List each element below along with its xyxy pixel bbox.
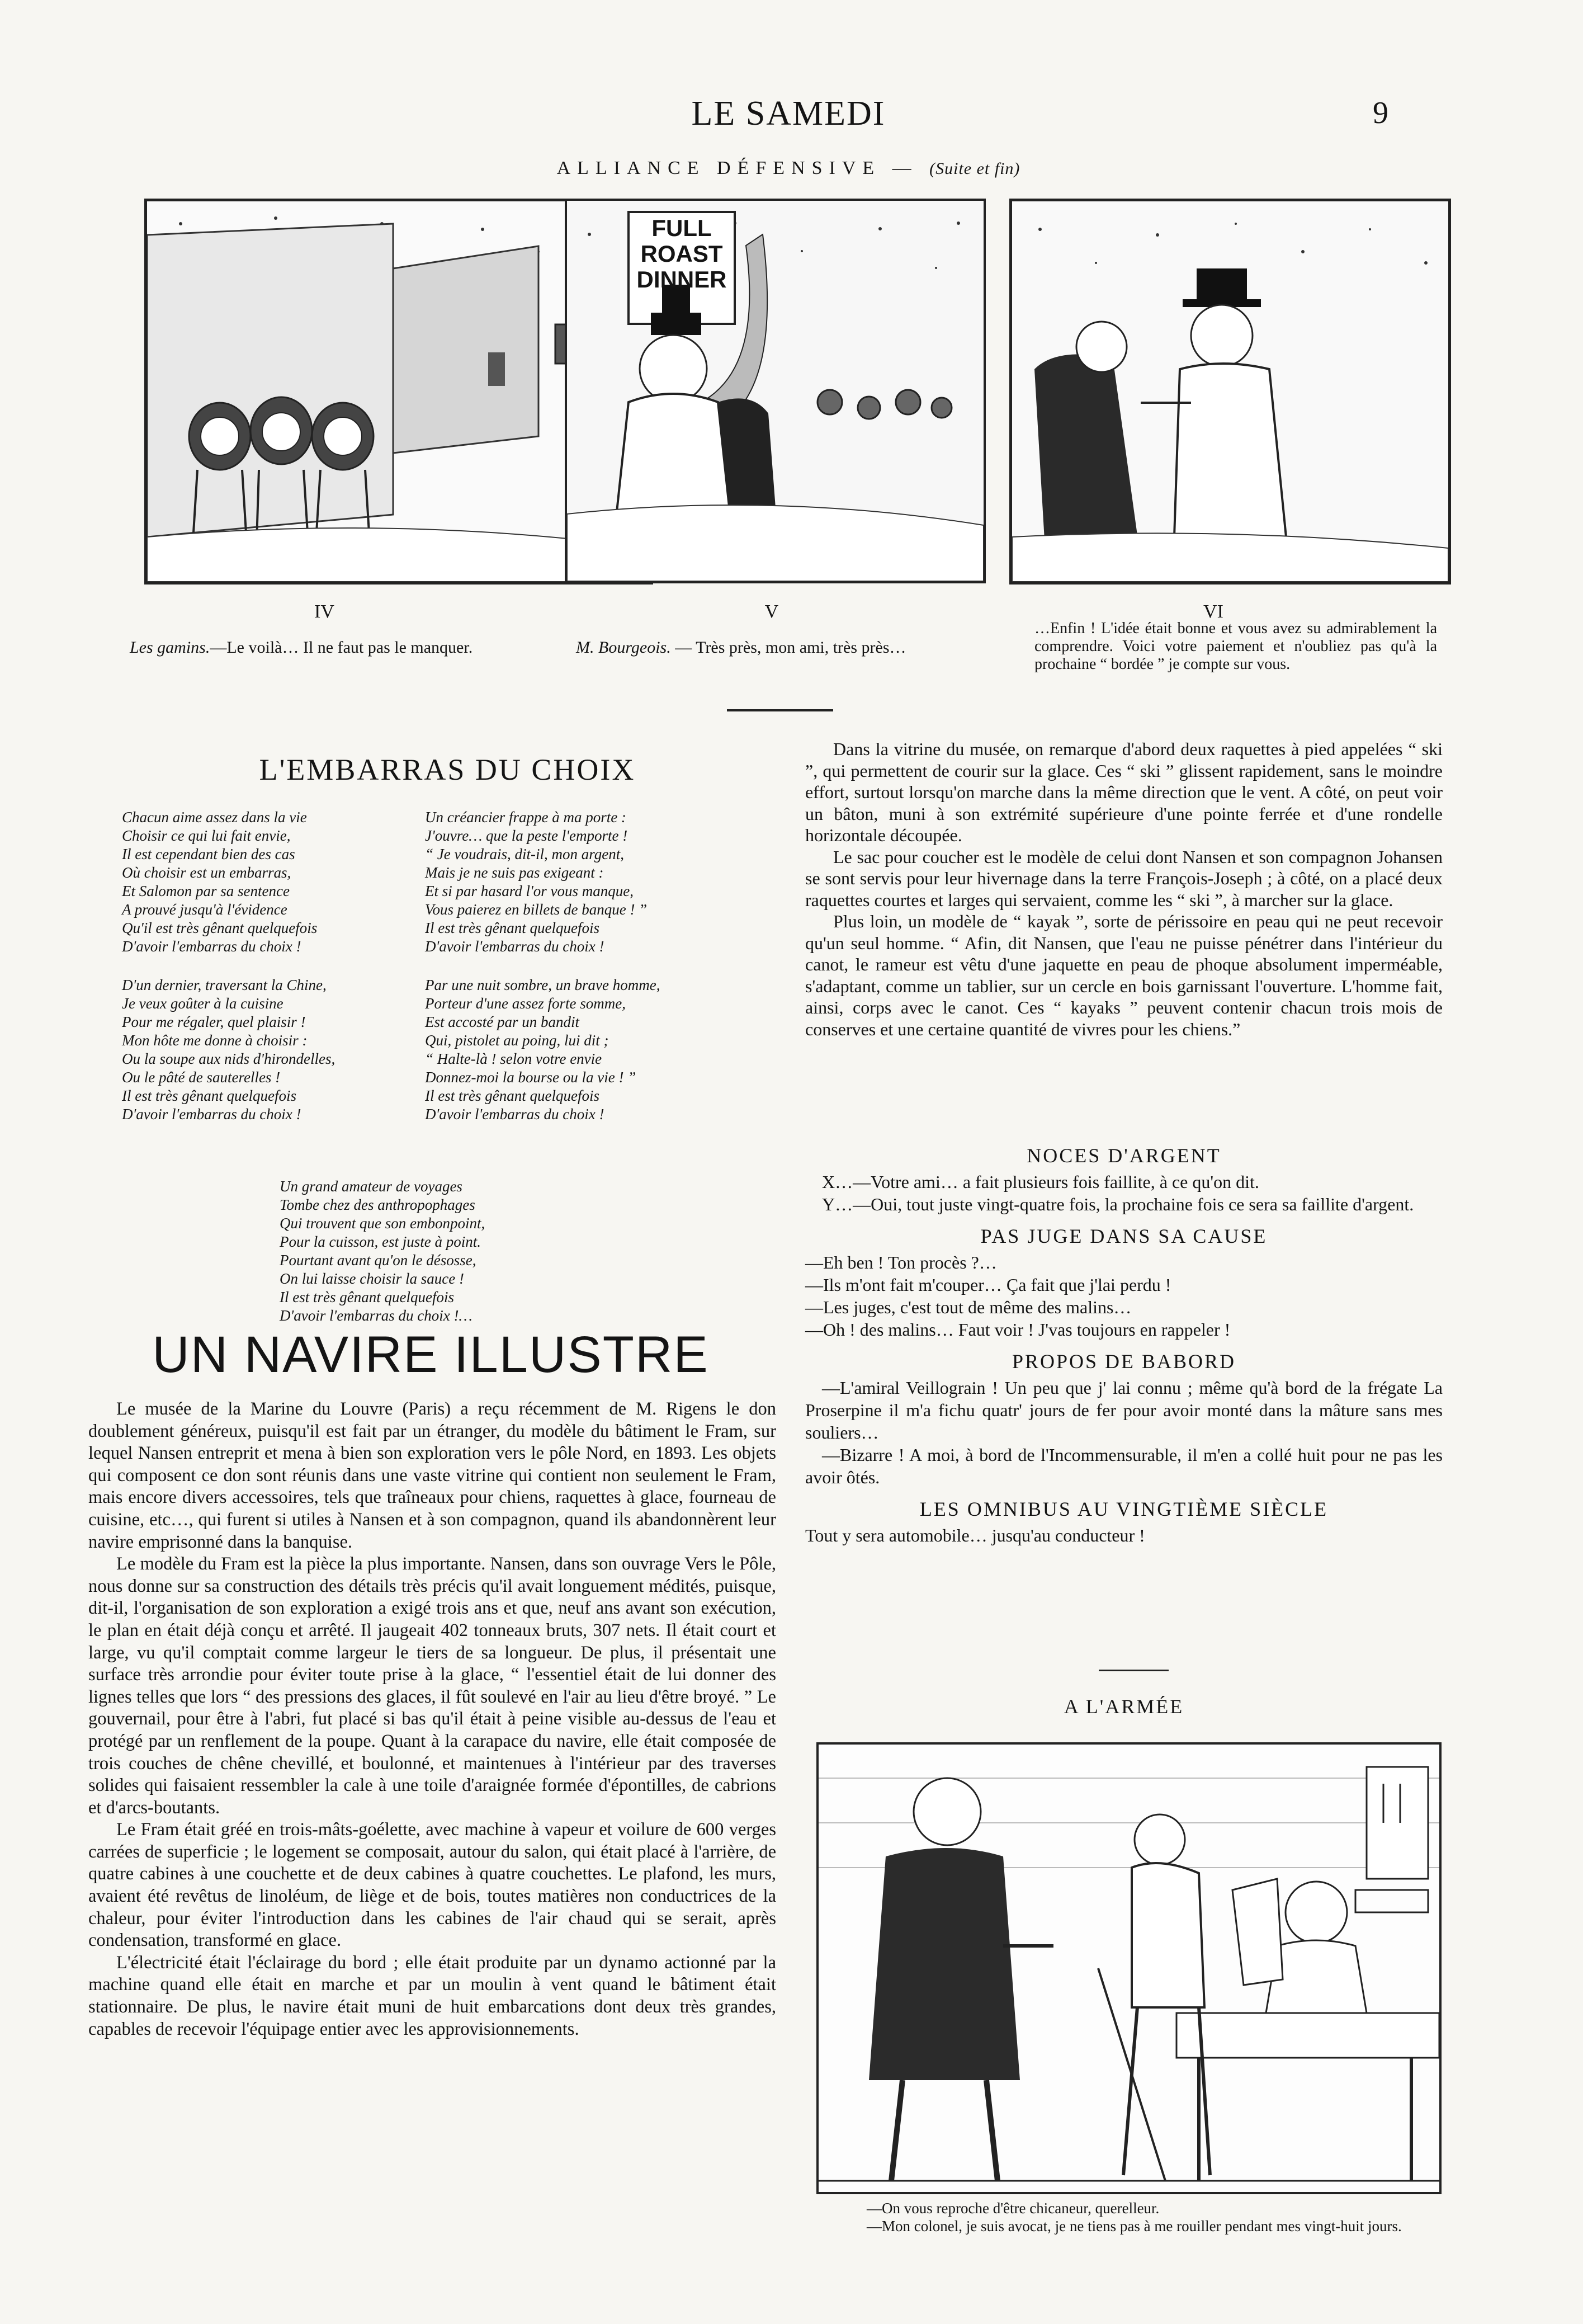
poem-stanza-3: [425, 808, 738, 956]
army-cartoon-drawing: [819, 1745, 1439, 2192]
joke-omnibus: [805, 1524, 1443, 1547]
poem-line: Qui, pistolet au poing, lui dit ;: [425, 1032, 609, 1049]
joke-line: —Ils m'ont fait m'couper… Ça fait que j'lai perdu !: [805, 1275, 1171, 1295]
poem-left-column: [122, 808, 424, 1144]
poem-line: Il est très gênant quelquefois: [122, 1087, 296, 1104]
poem-line: Mon hôte me donne à choisir :: [122, 1032, 308, 1049]
continuation-paragraph-2: Le sac pour coucher est le modèle de celui dont Nansen et son compagnon Johansen se sont servis pour leur hivernage dans la terre François-Joseph ; à côté, on a placé deux raquettes courtes et larges qui servaient, comme les “ ski ”, à marcher sur la glace.: [805, 846, 1443, 910]
poem-line: Par une nuit sombre, un brave homme,: [425, 977, 660, 993]
poem-line: Mais je ne suis pas exigeant :: [425, 864, 604, 881]
poem-line: Ou la soupe aux nids d'hirondelles,: [122, 1050, 335, 1067]
panel-iv-text: —Le voilà… Il ne faut pas le manquer.: [210, 638, 473, 657]
poem-line: Il est très gênant quelquefois: [280, 1289, 454, 1305]
panel-vi-illustration: [1012, 201, 1448, 582]
panel-v-sign: FULL ROAST DINNER: [636, 215, 727, 293]
joke-line: Tout y sera automobile… jusqu'au conducteur !: [805, 1525, 1145, 1545]
panel-vi-caption: …Enfin ! L'idée était bonne et vous avez su admirablement la comprendre. Voici votre paiement et n'oubliez pas qu'à la prochaine “ bordée ” je compte sur vous.: [1034, 620, 1437, 673]
joke-line: —Oh ! des malins… Faut voir ! J'vas toujours en rappeler !: [805, 1319, 1231, 1340]
joke-juge: [805, 1251, 1443, 1341]
panel-v-speaker: M. Bourgeois.: [576, 638, 671, 657]
army-cartoon-caption: [850, 2199, 1437, 2235]
strip-title: [391, 158, 1185, 179]
poem-line: Tombe chez des anthropophages: [280, 1196, 475, 1213]
article-body: [88, 1398, 776, 2040]
poem-line: Ou le pâté de sauterelles !: [122, 1069, 281, 1086]
continuation-paragraph-1: Dans la vitrine du musée, on remarque d'abord deux raquettes à pied appelées “ ski ”, qui permettent de courir sur la glace. Ces “ ski ” glissent rapidement, sans le moindre effort, surtout lorsqu'on marche dans la même direction que le vent. A côté, on peut voir un bâton, muni à son extrémité supérieure d'une pointe ferrée et d'une rondelle horizontale découpée.: [805, 739, 1443, 845]
article-paragraph-3: Le Fram était gréé en trois-mâts-goélette, avec machine à vapeur et voilure de 600 verges carrées de superficie ; le logement se composait, autour du salon, qui était placé à l'arrière, de quatre cabines à une couchette et de deux cabines à quatre couchettes. Le plafond, les murs, avaient été revêtus de linoléum, de liège et de bois, toutes matières non conductrices de la chaleur, pour éviter l'introduction dans les cabines de l'air chaud qui se serait, après condensation, transformé en glace.: [88, 1819, 776, 1951]
joke-line: —Les juges, c'est tout de même des malins…: [805, 1297, 1132, 1317]
poem-line: D'avoir l'embarras du choix !: [425, 1106, 604, 1123]
poem-line: Et si par hasard l'or vous manque,: [425, 883, 634, 899]
poem-line: Pour la cuisson, est juste à point.: [280, 1233, 481, 1250]
poem-line: D'avoir l'embarras du choix !: [122, 1106, 301, 1123]
jokes-column: [805, 1144, 1443, 1547]
poem-line: Est accosté par un bandit: [425, 1013, 579, 1030]
poem-line: Vous paierez en billets de banque ! ”: [425, 901, 648, 918]
poem-line: “ Halte-là ! selon votre envie: [425, 1050, 602, 1067]
panel-iv-speaker: Les gamins.: [130, 638, 210, 657]
joke-line: —Eh ben ! Ton procès ?…: [805, 1252, 997, 1272]
army-caption-line-1: —On vous reproche d'être chicaneur, querelleur.: [867, 2200, 1160, 2217]
poem-line: D'avoir l'embarras du choix !…: [280, 1307, 472, 1324]
army-caption-line-2: —Mon colonel, je suis avocat, je ne tiens pas à me rouiller pendant mes vingt-huit jours.: [867, 2218, 1402, 2235]
panel-v-text: — Très près, mon ami, très près…: [670, 638, 906, 657]
joke-line: —L'amiral Veillograin ! Un peu que j' lai connu ; même qu'à bord de la frégate La Proserpine il m'a fichu quatr' jours de fer pour avoir monté dans la mâture sans mes souliers…: [805, 1378, 1443, 1443]
panel-iv-caption: [130, 638, 516, 658]
poem-line: Donnez-moi la bourse ou la vie ! ”: [425, 1069, 636, 1086]
poem-right-column: [425, 808, 738, 1144]
joke-line: X…—Votre ami… a fait plusieurs fois faillite, à ce qu'on dit.: [822, 1172, 1259, 1192]
poem-line: Il est très gênant quelquefois: [425, 1087, 599, 1104]
poem-line: Où choisir est un embarras,: [122, 864, 291, 881]
poem-line: Il est cependant bien des cas: [122, 846, 295, 862]
page-number: 9: [1373, 96, 1388, 130]
strip-title-suffix: (Suite et fin): [929, 159, 1020, 178]
poem-line: J'ouvre… que la peste l'emporte !: [425, 827, 628, 844]
newspaper-title: LE SAMEDI: [691, 95, 886, 133]
panel-v-number: V: [764, 601, 779, 622]
panel-vi-number: VI: [1203, 601, 1223, 622]
poem-stanza-4: [425, 976, 738, 1124]
poem-line: D'un dernier, traversant la Chine,: [122, 977, 327, 993]
poem-line: Un créancier frappe à ma porte :: [425, 809, 626, 826]
poem-line: Un grand amateur de voyages: [280, 1178, 462, 1195]
army-cartoon-illustration: [816, 1742, 1442, 2194]
joke-babord: [805, 1377, 1443, 1488]
section-divider: [727, 709, 833, 711]
joke-title-babord: PROPOS DE BABORD: [1012, 1350, 1236, 1373]
joke-noces: [805, 1171, 1443, 1215]
poem-line: Pour me régaler, quel plaisir !: [122, 1013, 306, 1030]
poem-line: Choisir ce qui lui fait envie,: [122, 827, 291, 844]
poem-line: Pourtant avant qu'on le désosse,: [280, 1252, 476, 1269]
section-divider: [1099, 1670, 1169, 1671]
poem-line: D'avoir l'embarras du choix !: [122, 938, 301, 955]
panel-v-caption: [576, 638, 962, 658]
joke-title-noces: NOCES D'ARGENT: [1027, 1144, 1221, 1167]
joke-title-omnibus: LES OMNIBUS AU VINGTIÈME SIÈCLE: [919, 1498, 1329, 1520]
joke-title-juge: PAS JUGE DANS SA CAUSE: [980, 1225, 1268, 1247]
article-paragraph-2: Le modèle du Fram est la pièce la plus importante. Nansen, dans son ouvrage Vers le Pôle, nous donne sur sa construction des détails très précis qu'il avait longuement médités, puisque, dit-il, l'organisation de son exploration a exigé trois ans et que, neuf ans avant son exécution, le plan en était déjà conçu et arrêté. Il jaugeait 402 tonneaux bruts, 307 nets. Il était court et large, vu qu'il comptait comme largeur le tiers de sa longueur. De plus, il présentait une surface très arrondie pour éviter toute prise à la glace, “ l'essentiel était de lui donner des lignes telles que lors “ des pressions des glaces, il fût soulevé en l'air au lieu d'être broyé. ” Le gouvernail, pour être à l'abri, fut placé si bas qu'il était à peine visible au-dessus de l'eau et protégé par un renflement de la poupe. Quant à la carapace du navire, elle était composée de trois couches de chêne chevillé, et boulonné, et maintenues à l'intérieur par des traverses solides qui faisaient ressembler la cale à une toile d'araignée formée d'épontilles, de cabrions et d'arcs-boutants.: [88, 1554, 776, 1818]
joke-line: —Bizarre ! A moi, à bord de l'Incommensurable, il m'en a collé huit pour ne pas les avoir ôtés.: [805, 1445, 1443, 1487]
poem-line: Qu'il est très gênant quelquefois: [122, 920, 318, 936]
article-paragraph-1: Le musée de la Marine du Louvre (Paris) a reçu récemment de M. Rigens le don doublement généreux, puisqu'il est fait par un étranger, du modèle du bâtiment le Fram, sur lequel Nansen entreprit et mena à bien son exploration vers le pôle Nord, en 1893. Les objets qui composent ce don sont réunis dans une vaste vitrine qui contient non seulement le Fram, mais encore divers accessoires, tels que traîneaux pour chiens, raquettes à glace, fourneau de cuisine, etc…, qui furent si utiles à Nansen et à son compagnon, quand ils abandonnèrent leur navire emprisonné dans la banquise.: [88, 1399, 776, 1552]
joke-line: Y…—Oui, tout juste vingt-quatre fois, la prochaine fois ce sera sa faillite d'argent.: [822, 1194, 1414, 1214]
poem-line: “ Je voudrais, dit-il, mon argent,: [425, 846, 624, 862]
poem-line: Et Salomon par sa sentence: [122, 883, 290, 899]
article-continuation: [805, 738, 1443, 1040]
poem-line: Porteur d'une assez forte somme,: [425, 995, 626, 1012]
poem-stanza-2: [122, 976, 424, 1124]
poem-line: Chacun aime assez dans la vie: [122, 809, 307, 826]
poem-line: Il est très gênant quelquefois: [425, 920, 599, 936]
army-cartoon-title: A L'ARMÉE: [1064, 1695, 1184, 1718]
poem-line: D'avoir l'embarras du choix !: [425, 938, 604, 955]
comic-panel-vi: [1009, 199, 1451, 584]
panel-iv-number: IV: [314, 601, 334, 622]
poem-final-stanza: [280, 1177, 593, 1325]
comic-panel-v: [565, 199, 986, 583]
poem-title: L'EMBARRAS DU CHOIX: [259, 753, 636, 786]
poem-line: Je veux goûter à la cuisine: [122, 995, 283, 1012]
article-title: UN NAVIRE ILLUSTRE: [152, 1326, 709, 1383]
continuation-paragraph-3: Plus loin, un modèle de “ kayak ”, sorte de périssoire en peau qui ne peut recevoir qu'un seul homme. “ Afin, dit Nansen, que l'eau ne puisse pénétrer dans l'intérieur du canot, le rameur est vêtu d'une jaquette en peau de phoque absolument imperméable, s'adaptant, comme un tablier, sur un cercle en bois garnissant l'ouverture. L'homme fait, ainsi, corps avec le canot. Ces “ kayaks ” peuvent contenir chacun trois mois de conserves et une certaine quantité de vivres pour les chiens.”: [805, 911, 1443, 1039]
poem-line: On lui laisse choisir la sauce !: [280, 1270, 464, 1287]
strip-title-main: ALLIANCE DÉFENSIVE —: [556, 158, 918, 178]
poem-line: Qui trouvent que son embonpoint,: [280, 1215, 485, 1232]
poem-stanza-1: [122, 808, 424, 956]
poem-line: A prouvé jusqu'à l'évidence: [122, 901, 287, 918]
article-paragraph-4: L'électricité était l'éclairage du bord ; elle était produite par un dynamo actionné par la machine quand elle était en marche et par un moulin à vent quand le bâtiment était stationnaire. De plus, le navire était muni de huit embarcations dont deux très grandes, capables de recevoir l'équipage entier avec les approvisionnements.: [88, 1952, 776, 2039]
